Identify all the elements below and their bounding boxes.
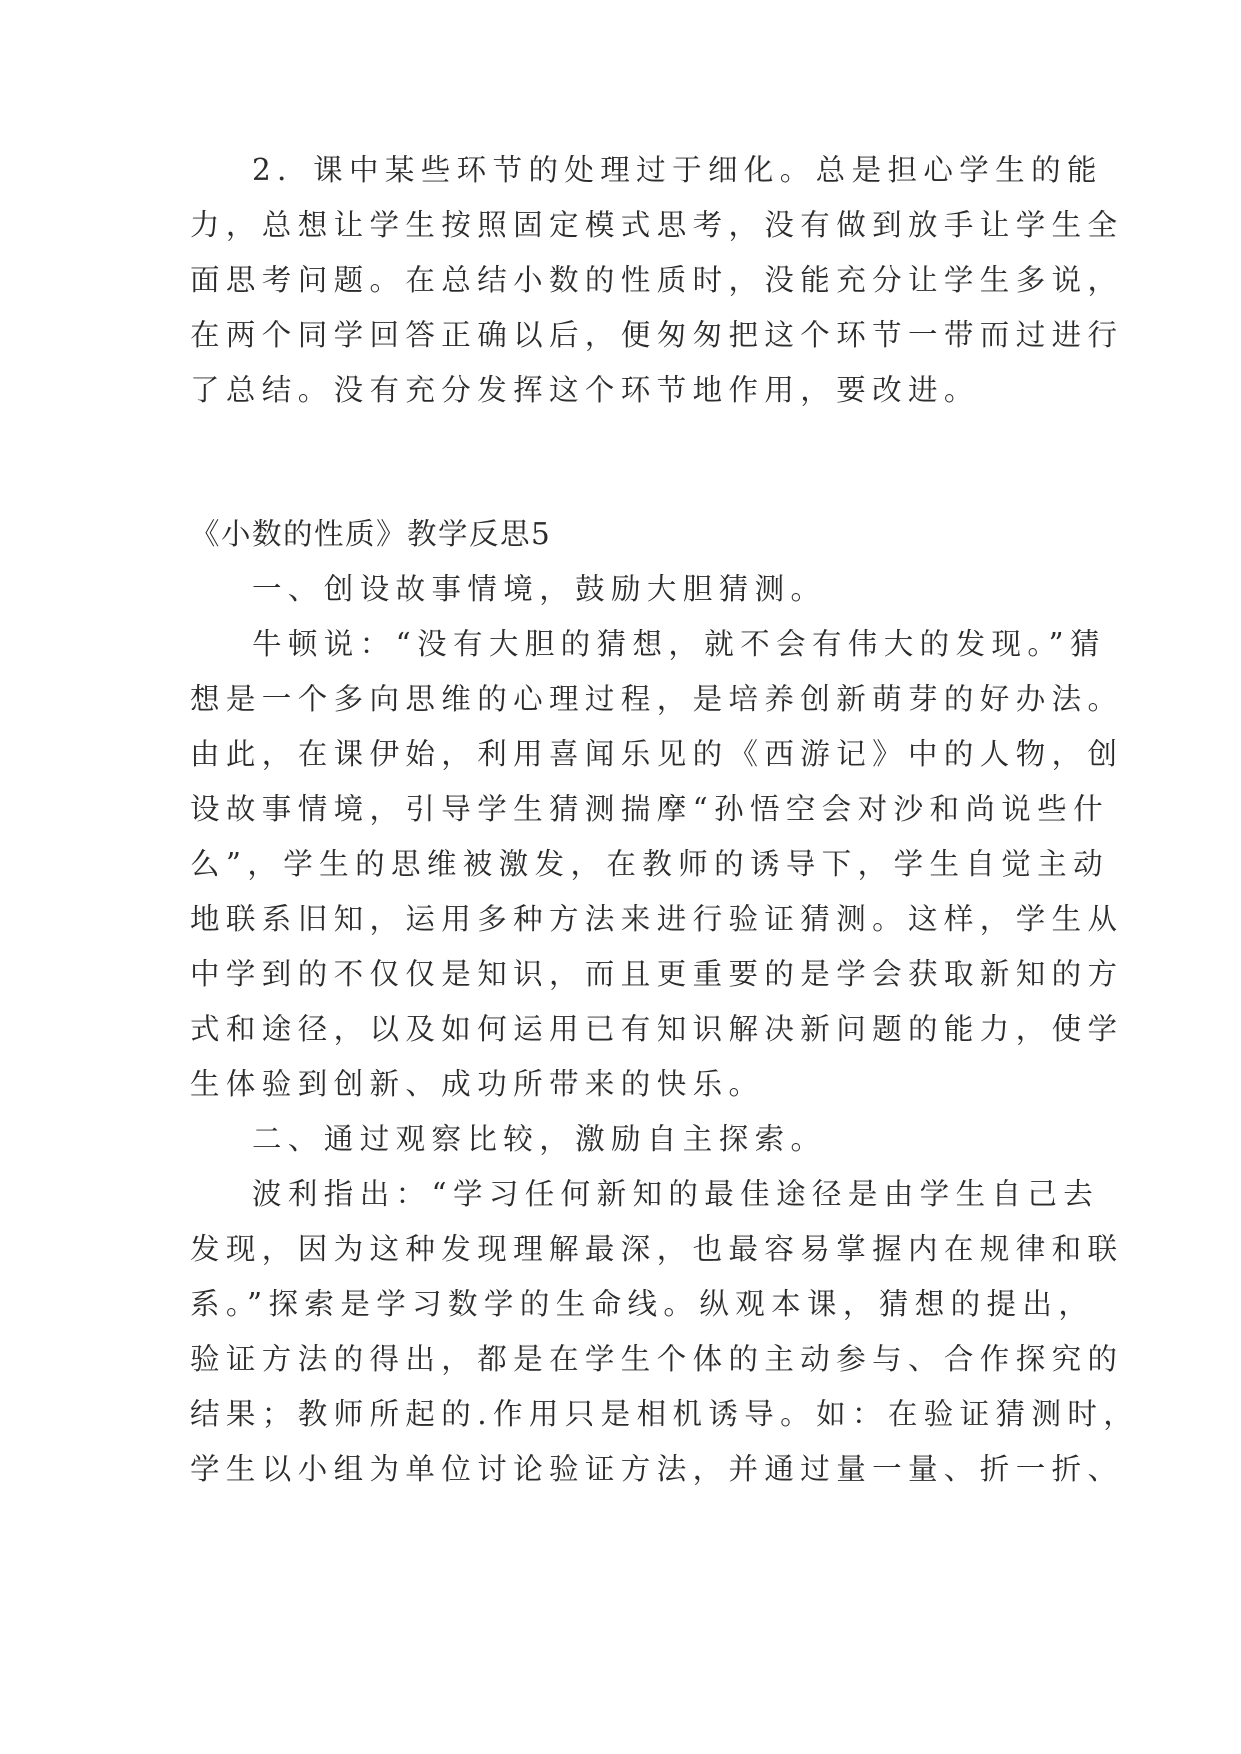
text-line: 力，总想让学生按照固定模式思考，没有做到放手让学生全 — [190, 208, 1124, 242]
text-line: 牛顿说：“没有大胆的猜想，就不会有伟大的发现。”猜 — [252, 627, 1106, 661]
text-line: 由此，在课伊始，利用喜闻乐见的《西游记》中的人物，创 — [190, 737, 1124, 771]
text-line: 设故事情境，引导学生猜测揣摩“孙悟空会对沙和尚说些什 — [190, 792, 1109, 826]
text-line: 面思考问题。在总结小数的性质时，没能充分让学生多说， — [190, 263, 1124, 297]
heading-one: 一、创设故事情境，鼓励大胆猜测。 — [252, 572, 827, 606]
text-line: 想是一个多向思维的心理过程，是培养创新萌芽的好办法。 — [190, 682, 1124, 716]
text-line: 系。”探索是学习数学的生命线。纵观本课，猜想的提出， — [190, 1287, 1095, 1321]
text-line: 波利指出：“学习任何新知的最佳途径是由学生自己去 — [252, 1177, 1100, 1211]
section-title: 《小数的性质》教学反思5 — [190, 517, 552, 551]
text-line: 生体验到创新、成功所带来的快乐。 — [190, 1067, 765, 1101]
text-line: 学生以小组为单位讨论验证方法，并通过量一量、折一折、 — [190, 1452, 1124, 1486]
text-line: 中学到的不仅仅是知识，而且更重要的是学会获取新知的方 — [190, 957, 1124, 991]
text-line: 验证方法的得出，都是在学生个体的主动参与、合作探究的 — [190, 1342, 1124, 1376]
text-line: 地联系旧知，运用多种方法来进行验证猜测。这样，学生从 — [190, 902, 1124, 936]
text-line: 了总结。没有充分发挥这个环节地作用，要改进。 — [190, 373, 980, 407]
text-line: 么”，学生的思维被激发，在教师的诱导下，学生自觉主动 — [190, 847, 1109, 881]
text-line: 发现，因为这种发现理解最深，也最容易掌握内在规律和联 — [190, 1232, 1124, 1266]
text-line: 式和途径，以及如何运用已有知识解决新问题的能力，使学 — [190, 1012, 1124, 1046]
text-line: 结果；教师所起的.作用只是相机诱导。如：在验证猜测时， — [190, 1397, 1140, 1431]
heading-two: 二、通过观察比较，激励自主探索。 — [252, 1122, 827, 1156]
text-line: 在两个同学回答正确以后，便匆匆把这个环节一带而过进行 — [190, 318, 1124, 352]
text-line: 2．课中某些环节的处理过于细化。总是担心学生的能 — [252, 153, 1103, 187]
